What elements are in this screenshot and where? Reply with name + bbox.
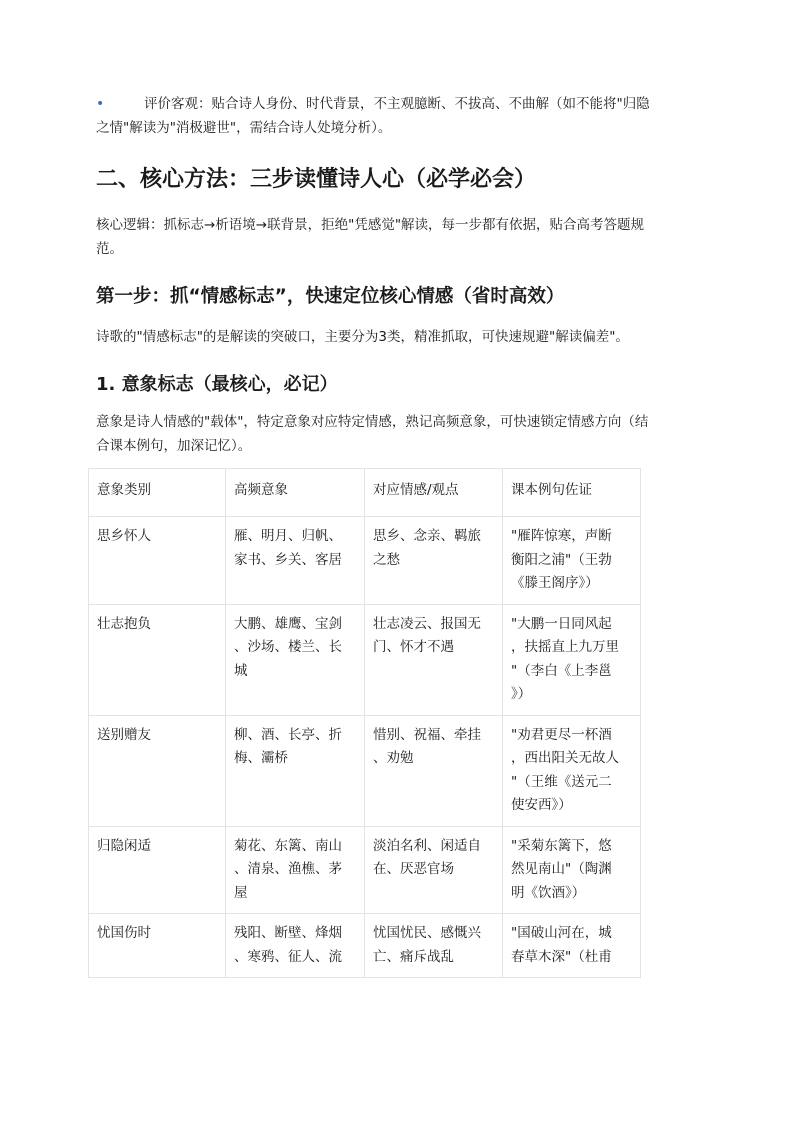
cell-line: 衡阳之浦"（王勃: [511, 551, 612, 568]
section-title: 二、核心方法：三步读懂诗人心（必学必会）: [96, 167, 537, 192]
cell-line: 之愁: [373, 551, 400, 568]
cell-category: [89, 604, 226, 715]
bullet-line-1: 评价客观：贴合诗人身份、时代背景，不主观臆断、不拔高、不曲解（如不能将"归隐: [144, 96, 650, 112]
cell-line: 亡、痛斥战乱: [373, 948, 454, 965]
cell-line: 雁、明月、归帆、: [234, 528, 342, 544]
bullet-line-2: 之情"解读为"消极避世"，需结合诗人处境分析）。: [96, 120, 392, 136]
cell-line: 、沙场、楼兰、长: [234, 639, 342, 655]
cell-line: 忧国伤时: [97, 925, 151, 941]
cell-line: 使安西》）: [511, 797, 572, 813]
cell-line: 残阳、断壁、烽烟: [234, 925, 342, 941]
table-row: [89, 604, 641, 715]
cell-category: [89, 826, 226, 914]
cell-line: 梅、灞桥: [234, 750, 288, 766]
cell-line: 思乡怀人: [97, 528, 151, 544]
cell-line: 归隐闲适: [97, 837, 151, 854]
bullet-paragraph: [96, 92, 696, 140]
cell-line: "国破山河在，城: [511, 925, 612, 941]
core-logic-paragraph: [96, 213, 696, 261]
cell-line: "大鹏一日同风起: [511, 615, 612, 632]
cell-line: 门、怀才不遇: [373, 639, 454, 655]
cell-category: [89, 914, 226, 978]
cell-line: 明《饮酒》）: [511, 884, 586, 901]
cell-line: 思乡、念亲、羁旅: [373, 528, 481, 544]
cell-example: [503, 715, 641, 826]
cell-category: [89, 715, 226, 826]
cell-line: 然见南山"（陶渊: [511, 861, 612, 877]
step1-title: 第一步：抓“情感标志”，快速定位核心情感（省时高效）: [96, 286, 565, 307]
cell-line: 柳、酒、长亭、折: [234, 726, 342, 743]
cell-line: 、清泉、渔樵、茅: [234, 861, 342, 877]
cell-images: [226, 715, 365, 826]
cell-line: 屋: [234, 884, 248, 901]
cell-line: 、劝勉: [373, 750, 414, 766]
header-images: 高频意象: [226, 469, 365, 517]
core-logic-line-1: 核心逻辑：抓标志→析语境→联背景，拒绝"凭感觉"解读，每一步都有依据，贴合高考答题规: [96, 217, 645, 233]
cell-line: 春草木深"（杜甫: [511, 948, 612, 965]
cell-line: 淡泊名利、闲适自: [373, 837, 481, 854]
sub1-line-2: 合课本例句，加深记忆）。: [96, 438, 252, 454]
sub1-title: 1. 意象标志（最核心，必记）: [96, 374, 338, 395]
cell-example: [503, 604, 641, 715]
cell-line: 惜别、祝福、牵挂: [373, 726, 481, 743]
cell-category: [89, 517, 226, 605]
cell-images: [226, 914, 365, 978]
table-row: [89, 914, 641, 978]
bullet-icon: •: [96, 96, 105, 112]
cell-line: 、寒鸦、征人、流: [234, 948, 342, 965]
cell-line: 忧国忧民、感慨兴: [373, 925, 481, 941]
cell-line: "雁阵惊寒，声断: [511, 528, 612, 544]
table-header-row: [89, 469, 641, 517]
cell-line: "采菊东篱下，悠: [511, 837, 612, 854]
cell-emotion: [365, 826, 503, 914]
cell-example: [503, 826, 641, 914]
cell-line: 《滕王阁序》）: [511, 575, 599, 591]
cell-line: 在、厌恶官场: [373, 861, 454, 877]
core-logic-line-2: 范。: [96, 241, 123, 257]
cell-line: ，扶摇直上九万里: [511, 639, 619, 655]
table-body: [89, 517, 641, 978]
cell-line: 城: [234, 662, 248, 679]
cell-line: 》）: [511, 686, 532, 702]
step1-paragraph: [96, 325, 696, 349]
cell-line: ，西出阳关无故人: [511, 750, 619, 766]
cell-line: "（王维《送元二: [511, 773, 612, 790]
sub1-paragraph: [96, 410, 696, 458]
header-emotion: 对应情感/观点: [365, 469, 503, 517]
cell-emotion: [365, 914, 503, 978]
cell-line: 送别赠友: [97, 726, 151, 743]
cell-emotion: [365, 715, 503, 826]
cell-example: [503, 914, 641, 978]
sub1-line-1: 意象是诗人情感的"载体"，特定意象对应特定情感，熟记高频意象，可快速锁定情感方向（结: [96, 414, 649, 430]
cell-images: [226, 517, 365, 605]
cell-emotion: [365, 517, 503, 605]
step1-line: 诗歌的"情感标志"的是解读的突破口，主要分为3类，精准抓取，可快速规避"解读偏差"。: [96, 329, 629, 345]
imagery-table: [88, 468, 641, 978]
cell-line: "劝君更尽一杯酒: [511, 726, 612, 743]
header-category: 意象类别: [89, 469, 226, 517]
cell-line: 大鹏、雄鹰、宝剑: [234, 615, 342, 632]
cell-line: "（李白《上李邕: [511, 662, 612, 679]
cell-line: 壮志抱负: [97, 615, 151, 632]
table-row: [89, 715, 641, 826]
cell-example: [503, 517, 641, 605]
table-row: [89, 826, 641, 914]
table-row: [89, 517, 641, 605]
cell-images: [226, 604, 365, 715]
cell-emotion: [365, 604, 503, 715]
cell-line: 家书、乡关、客居: [234, 551, 342, 568]
cell-line: 菊花、东篱、南山: [234, 837, 342, 854]
cell-line: 壮志凌云、报国无: [373, 615, 481, 632]
cell-images: [226, 826, 365, 914]
header-example: 课本例句佐证: [503, 469, 641, 517]
